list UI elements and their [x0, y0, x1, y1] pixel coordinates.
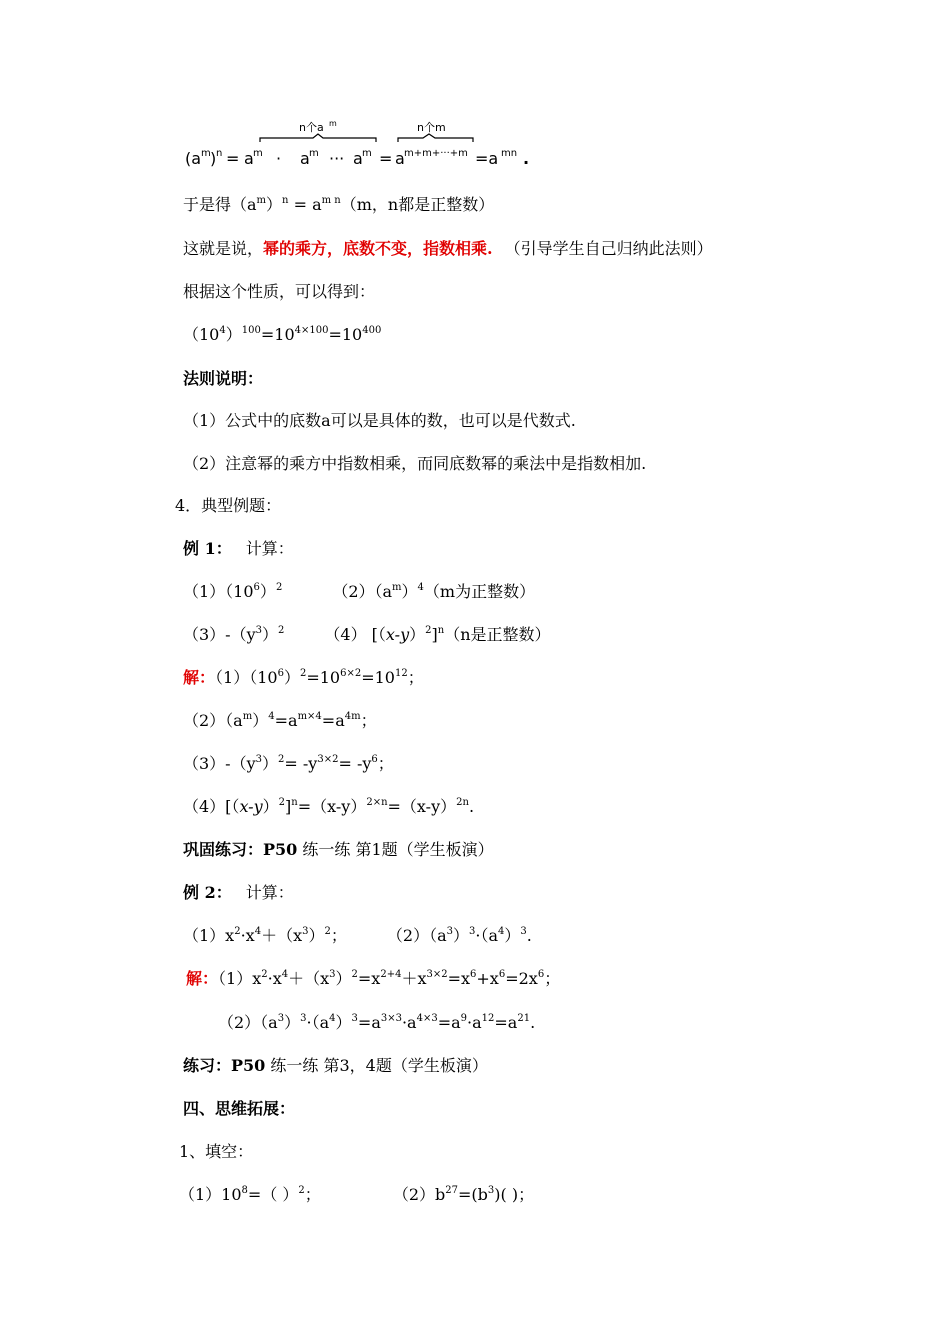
l12-p4: =10 — [361, 668, 395, 687]
rule-note-1 — [183, 411, 576, 431]
l24-s1: 8 — [241, 1185, 248, 1196]
solution-1-line — [183, 668, 424, 688]
l18-s7: 4 — [498, 926, 505, 937]
formula-eq2: = — [379, 149, 393, 168]
l15-p1: （4）[（ — [183, 797, 240, 816]
formula-final-sup: mn — [501, 148, 518, 159]
l14-p2: ） — [262, 754, 279, 773]
example-1-heading — [183, 539, 294, 559]
l11-p6: （n是正整数） — [444, 625, 551, 644]
l14-s4: 6 — [371, 754, 378, 765]
formula-period: . — [523, 149, 530, 168]
l19-p10: ； — [544, 969, 561, 988]
l13-s4: 4m — [344, 711, 361, 722]
l1-suffix: （m，n都是正整数） — [340, 195, 495, 214]
power-of-power-derivation-formula — [183, 118, 543, 170]
formula-lhs-sup-n: n — [216, 148, 223, 159]
l12-p3: =10 — [306, 668, 341, 687]
solution-1-part-4 — [183, 797, 474, 817]
l18-p5: ； — [330, 926, 347, 945]
l20-p6: ·a — [401, 1013, 417, 1032]
l19-p1: （1）x — [218, 969, 262, 988]
l19-s9: 6 — [537, 969, 545, 980]
l18-s5: 3 — [446, 926, 453, 937]
example-2-label: 例 2： — [183, 883, 232, 902]
l20-p1: （2）（a — [218, 1013, 278, 1032]
solution-label: 解： — [183, 668, 216, 687]
l13-p4: =a — [321, 711, 345, 730]
l18-p7: ） — [453, 926, 470, 945]
example-1-label: 例 1： — [183, 539, 232, 558]
l11-s3: 2 — [425, 625, 432, 636]
l24-p5: =(b — [457, 1185, 488, 1204]
l24-p6: )( )； — [494, 1185, 535, 1204]
formula-brace1-label: n个a — [299, 121, 324, 134]
solution-2-label: 解： — [186, 969, 219, 988]
l19-s1: 2 — [261, 969, 268, 980]
l16-text: 练一练 第1题（学生板演） — [297, 840, 494, 859]
l20-p9: =a — [494, 1013, 518, 1032]
formula-term-sup3: m — [362, 148, 372, 159]
property-intro-line — [183, 282, 375, 302]
l18-p6: （2）（a — [386, 926, 447, 945]
l20-s3: 4 — [329, 1013, 336, 1024]
l17-text: 计算： — [245, 883, 294, 902]
l2-prefix: 这就是说， — [183, 239, 264, 258]
fill-blank-heading — [179, 1142, 253, 1162]
l19-p8: +x — [476, 969, 499, 988]
formula-term-a2: a — [300, 149, 310, 168]
l11-italic: x-y — [385, 625, 410, 644]
l20-s2: 3 — [300, 1013, 307, 1024]
formula-svg — [183, 118, 543, 170]
l4-b: ） — [225, 325, 242, 344]
l4-c: =10 — [260, 325, 295, 344]
l20-p5: =a — [357, 1013, 381, 1032]
l19-p9: =2x — [505, 969, 538, 988]
power-rule-highlight: 幂的乘方，底数不变，指数相乘. — [263, 239, 493, 258]
l24-p2: =（ ） — [247, 1185, 299, 1204]
l14-s1: 3 — [255, 754, 263, 765]
l10-p5: （m为正整数） — [423, 582, 536, 601]
formula-term-a1: a — [244, 149, 254, 168]
l15-s2: n — [291, 797, 298, 808]
l1-prefix: 于是得（a — [183, 195, 257, 214]
l12-s4: 12 — [394, 668, 408, 679]
l11-s2: 2 — [278, 625, 285, 636]
l2-suffix: （引导学生自己归纳此法则） — [504, 239, 713, 258]
l14-s2: 2 — [278, 754, 285, 765]
l14-p4: = -y — [338, 754, 372, 773]
l20-p3: ·（a — [306, 1013, 330, 1032]
l20-s4: 3 — [351, 1013, 358, 1024]
l4-s1: 4 — [219, 325, 226, 336]
fill-blank-problems — [179, 1185, 534, 1205]
l11-p2: ） — [262, 625, 279, 644]
l4-s2: 100 — [241, 325, 261, 336]
l13-s1: m — [242, 711, 253, 722]
l24-s2: 2 — [298, 1185, 305, 1196]
l20-p4: ） — [335, 1013, 352, 1032]
l11-s1: 3 — [255, 625, 263, 636]
l7-text: （2）注意幂的乘方中指数相乘，而同底数幂的乘法中是指数相加. — [183, 454, 647, 473]
l10-p2: ） — [259, 582, 276, 601]
l18-s6: 3 — [469, 926, 476, 937]
l1-sup3: m n — [321, 195, 341, 206]
formula-rhs-sup: m+m+···+m — [404, 148, 468, 159]
l10-s1: 6 — [253, 582, 260, 593]
l15-p6: . — [468, 797, 475, 816]
l10-p3: （2）（a — [332, 582, 393, 601]
l21-text: 练一练 第3，4题（学生板演） — [265, 1056, 488, 1075]
rule-statement-line — [183, 239, 713, 259]
l19-s3: 3 — [329, 969, 336, 980]
l9-text: 计算： — [245, 539, 294, 558]
formula-lhs-sup-m: m — [201, 148, 211, 159]
practice-1-line — [183, 840, 494, 860]
formula-brace-1 — [260, 134, 376, 142]
l24-p1: （1）10 — [179, 1185, 242, 1204]
l11-p1: （3）-（y — [183, 625, 256, 644]
l10-p1: （1）（10 — [183, 582, 254, 601]
l4-s3: 4×100 — [294, 325, 329, 336]
l1-mid2: = a — [288, 195, 322, 214]
l13-s2: 4 — [268, 711, 275, 722]
l18-s4: 2 — [324, 926, 331, 937]
l19-p3: ＋（x — [288, 969, 330, 988]
l12-p5: ； — [407, 668, 424, 687]
l19-s5: 2+4 — [380, 969, 402, 980]
solution-1-part-2 — [183, 711, 377, 731]
l22-text: 四、思维拓展： — [183, 1099, 296, 1118]
l14-p5: ； — [377, 754, 394, 773]
example-10-power-line — [183, 325, 381, 345]
l19-s7: 6 — [470, 969, 477, 980]
l4-a: （10 — [183, 325, 220, 344]
formula-rhs-a: a — [395, 149, 405, 168]
l13-p5: ； — [360, 711, 377, 730]
formula-term-sup2: m — [309, 148, 319, 159]
l10-s4: 4 — [417, 582, 424, 593]
l23-text: 1、填空： — [179, 1142, 254, 1161]
l1-sup2: n — [282, 195, 289, 206]
l19-s4: 2 — [351, 969, 358, 980]
solution-2-part-1 — [186, 969, 560, 989]
l20-s8: 12 — [481, 1013, 495, 1024]
l13-p3: =a — [274, 711, 298, 730]
conclusion-line — [183, 195, 494, 215]
l12-s1: 6 — [277, 668, 284, 679]
section-thinking-extension — [183, 1099, 295, 1119]
l24-p3: ； — [304, 1185, 321, 1204]
l19-p7: =x — [447, 969, 471, 988]
l18-s3: 3 — [302, 926, 309, 937]
practice-2-line — [183, 1056, 488, 1076]
formula-eq1: = — [226, 149, 240, 168]
example-1-problems-b — [183, 625, 551, 645]
l11-p4: ） — [409, 625, 426, 644]
rule-notes-heading — [183, 369, 263, 389]
l24-s3: 27 — [445, 1185, 458, 1196]
l15-p2: ） — [262, 797, 279, 816]
l18-p3: ＋（x — [261, 926, 303, 945]
l19-s2: 4 — [281, 969, 289, 980]
l18-p4: ） — [308, 926, 325, 945]
formula-lhs-close: ) — [210, 149, 217, 168]
l8-text: 4．典型例题： — [175, 496, 282, 515]
l15-s4: 2n — [456, 797, 469, 808]
l11-s4: n — [437, 625, 445, 636]
l12-p1: （1）（10 — [215, 668, 278, 687]
l15-s3: 2×n — [366, 797, 388, 808]
l13-p1: （2）（a — [183, 711, 243, 730]
l20-s9: 21 — [517, 1013, 531, 1024]
l14-p3: = -y — [284, 754, 318, 773]
formula-lhs: (a — [185, 149, 202, 168]
l20-s5: 3×3 — [380, 1013, 402, 1024]
l10-p4: ） — [401, 582, 418, 601]
l18-s1: 2 — [234, 926, 241, 937]
l24-s4: 3 — [487, 1185, 495, 1196]
l19-p4: ） — [335, 969, 352, 988]
l20-s1: 3 — [277, 1013, 285, 1024]
formula-term-sup1: m — [253, 148, 263, 159]
l11-p5: ] — [431, 625, 438, 644]
l20-p10: . — [530, 1013, 536, 1032]
l20-p2: ） — [284, 1013, 301, 1032]
l20-p8: ·a — [467, 1013, 482, 1032]
l24-p4: （2）b — [392, 1185, 446, 1204]
l15-p4: =（x-y） — [297, 797, 367, 816]
l15-s1: 2 — [278, 797, 286, 808]
l3-text: 根据这个性质，可以得到： — [183, 282, 376, 301]
l19-p6: ＋x — [401, 969, 427, 988]
rule-note-2 — [183, 454, 646, 474]
l18-p1: （1）x — [183, 926, 235, 945]
l18-p2: ·x — [240, 926, 255, 945]
l14-s3: 3×2 — [317, 754, 339, 765]
l20-p7: =a — [437, 1013, 461, 1032]
l12-s2: 2 — [299, 668, 307, 679]
l1-sup1: m — [256, 195, 267, 206]
l15-p5: =（x-y） — [387, 797, 457, 816]
l15-p3: ] — [285, 797, 292, 816]
l19-p2: ·x — [267, 969, 282, 988]
l10-s2: 2 — [275, 582, 283, 593]
l11-p3: （4） [（ — [324, 625, 386, 644]
l4-s4: 400 — [362, 325, 382, 336]
l10-s3: m — [392, 582, 402, 593]
l18-s8: 3 — [520, 926, 527, 937]
l19-p5: =x — [357, 969, 381, 988]
l18-p9: ） — [504, 926, 521, 945]
l12-s3: 6×2 — [340, 668, 362, 679]
solution-1-part-3 — [183, 754, 394, 774]
l6-text: （1）公式中的底数a可以是具体的数，也可以是代数式. — [183, 411, 576, 430]
l5-text: 法则说明： — [183, 369, 264, 388]
example-2-problems — [183, 926, 532, 946]
solution-2-part-2 — [218, 1013, 535, 1033]
l19-s8: 6 — [498, 969, 506, 980]
l20-s7: 9 — [460, 1013, 468, 1024]
l18-p10: . — [526, 926, 532, 945]
l20-s6: 4×3 — [416, 1013, 438, 1024]
l19-s6: 3×2 — [426, 969, 448, 980]
practice-1-label: 巩固练习：P50 — [183, 840, 298, 859]
formula-eq3: =a — [475, 149, 499, 168]
example-2-heading — [183, 883, 294, 903]
l4-d: =10 — [328, 325, 363, 344]
formula-brace2-label: n个m — [417, 121, 446, 134]
practice-2-label: 练习：P50 — [183, 1056, 266, 1075]
formula-dot: · — [276, 149, 282, 168]
l14-p1: （3）-（y — [183, 754, 256, 773]
l15-italic: x-y — [239, 797, 263, 816]
l13-s3: m×4 — [297, 711, 322, 722]
formula-term-a3: a — [353, 149, 363, 168]
example-1-problems-a — [183, 582, 535, 602]
formula-brace-2 — [398, 134, 473, 142]
l12-p2: ） — [283, 668, 300, 687]
l18-s2: 4 — [254, 926, 262, 937]
l1-mid: ） — [266, 195, 283, 214]
l18-p8: ·（a — [475, 926, 499, 945]
formula-brace1-label-sup: m — [329, 119, 337, 128]
section-typical-examples — [175, 496, 281, 516]
formula-ellipsis: ··· — [329, 149, 345, 168]
l13-p2: ） — [252, 711, 269, 730]
